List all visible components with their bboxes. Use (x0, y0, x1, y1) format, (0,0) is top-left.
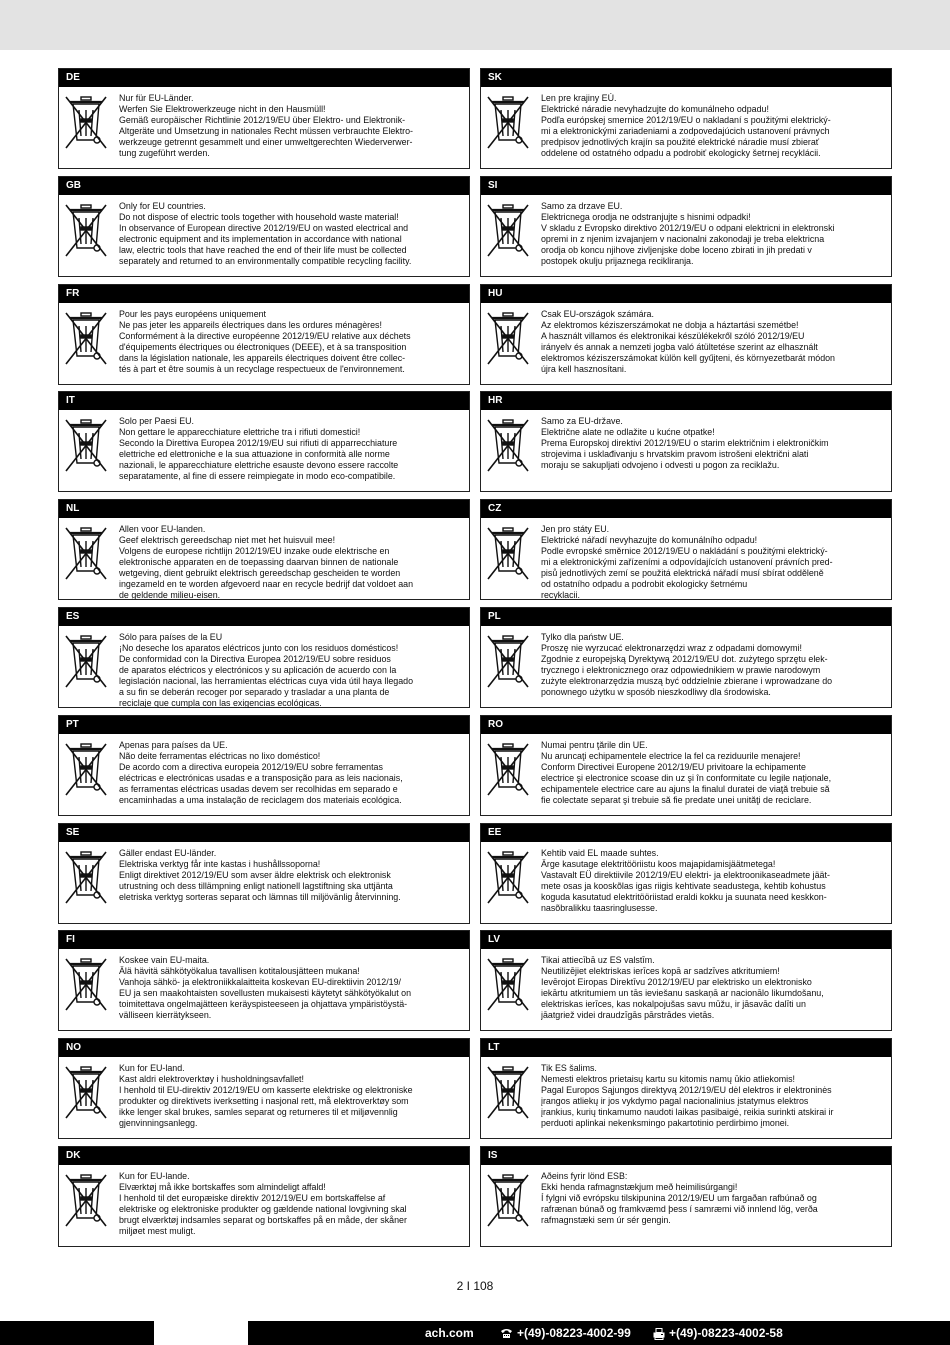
section-lv (480, 930, 892, 1031)
section-text (541, 201, 887, 267)
section-se (58, 823, 470, 924)
footer-logo-area (154, 1321, 248, 1345)
section-text (541, 93, 887, 159)
text-line: jāatgriež videi draudzīgās pārstrādes vietās. (541, 1010, 715, 1020)
text-line: de aparatos eléctricos y electrónicos y su aplicación de acuerdo con la (119, 665, 397, 675)
text-line: Koskee vain EU-maita. (119, 955, 210, 965)
text-line: pisů jednotlivých zemí se použitá elektrická nářadí musí sbírat odděleně (541, 568, 824, 578)
text-line: Prema Europskoj direktivi 2012/19/EU o starim električnim i elektroničkim (541, 438, 829, 448)
section-text (119, 416, 465, 482)
footer-phone-number[interactable]: +(49)-08223-4002-99 (517, 1326, 631, 1340)
section-sk (480, 68, 892, 169)
text-line: Secondo la Direttiva Europea 2012/19/EU sui rifiuti di apparrecchiature (119, 438, 398, 448)
section-text (541, 309, 887, 375)
section-ro (480, 715, 892, 816)
section-header: PL (481, 608, 891, 626)
text-line: as ferramentas eléctricas usadas devem ser recolhidas em separado e (119, 784, 398, 794)
text-line: Vastavalt EÜ direktiivile 2012/19/EU elektri- ja elektroonikaseadmete jäät- (541, 870, 830, 880)
text-line: Samo za drzave EU. (541, 201, 623, 211)
section-text (119, 1171, 465, 1237)
text-line: rafmagnstæki sem úr sér gengin. (541, 1215, 671, 1225)
text-line: iekārtu atkritumiem un tās ieviešanu saskaņā ar nacionālo likumdošanu, (541, 988, 824, 998)
section-ee (480, 823, 892, 924)
text-line: Älä hävitä sähkötyökalua tavallisen kotitalousjätteen mukana! (119, 966, 360, 976)
text-line: mi a elektronickými zariadeniami a zodpovedajúcich ustanovení právnych (541, 126, 830, 136)
text-line: orodja ob koncu njihove zivljenjske dobe loceno zbirati in jih predati v (541, 245, 812, 255)
text-line: Elværktøj må ikke bortskaffes som almindeligt affald! (119, 1182, 326, 1192)
section-text (541, 416, 887, 471)
text-line: Električne alate ne odlažite u kućne otpatke! (541, 427, 715, 437)
section-pl (480, 607, 892, 708)
text-line: de geldende milieu-eisen. (119, 590, 221, 600)
weee-bin-icon (485, 849, 531, 907)
text-line: I henhold til EU-direktiv 2012/19/EU om kasserte elektriske og elektroniske (119, 1085, 413, 1095)
section-text (541, 955, 887, 1021)
text-line: Tylko dla państw UE. (541, 632, 624, 642)
text-line: ¡No deseche los aparatos eléctricos junto con los residuos domésticos! (119, 643, 399, 653)
section-es (58, 607, 470, 708)
text-line: nasõbralikku taasringlusesse. (541, 903, 658, 913)
text-line: tés à part et être soumis à un recyclage respectueux de l'environnement. (119, 364, 405, 374)
section-text (119, 955, 465, 1021)
section-text (541, 524, 887, 600)
text-line: moraju se sakupljati odvojeno i odvesti u pogon za reciklažu. (541, 460, 780, 470)
text-line: law, electric tools that have reached the end of their life must be collected (119, 245, 407, 255)
text-line: Pour les pays européens uniquement (119, 309, 267, 319)
text-line: Kast aldri elektroverktøy i husholdningsavfallet! (119, 1074, 304, 1084)
text-line: Apenas para países da UE. (119, 740, 228, 750)
section-header: DE (59, 69, 469, 87)
section-dk (58, 1146, 470, 1247)
text-line: I henhold til det europæiske direktiv 2012/19/EU em bortskaffelse af (119, 1193, 386, 1203)
section-si (480, 176, 892, 277)
text-line: įrangos atliekų ir jos vykdymo pagal nacionalinius įstatymus elektros (541, 1096, 809, 1106)
text-line: Solo per Paesi EU. (119, 416, 194, 426)
text-line: postopek okulju prijaznega recikliranja. (541, 256, 694, 266)
text-line: nazionali, le apparecchiature elettriche esauste devono essere raccolte (119, 460, 399, 470)
section-text (541, 848, 887, 914)
text-line: elektronische apparaten en de toepassing daarvan binnen de nationale (119, 557, 399, 567)
footer-fax (653, 1321, 783, 1345)
text-line: Tik ES šalims. (541, 1063, 597, 1073)
text-line: Elektrické nářadí nevyhazujte do komunálního odpadu! (541, 535, 758, 545)
section-header: CZ (481, 500, 891, 518)
section-lt (480, 1038, 892, 1139)
text-line: Podle evropské směrnice 2012/19/EU o nakládání s použitými elektrický- (541, 546, 828, 556)
section-text (119, 1063, 465, 1129)
section-header: IS (481, 1147, 891, 1165)
text-line: perduoti aplinkai nekenksmingo pakartotinio perdirbimo įmonei. (541, 1118, 790, 1128)
section-header: HR (481, 392, 891, 410)
text-line: wetgeving, dient gebruikt elektrisch gereedschap gescheiden te worden (119, 568, 401, 578)
text-line: Gäller endast EU-länder. (119, 848, 217, 858)
section-text (119, 740, 465, 806)
text-line: Altgeräte und Umsetzung in nationales Recht müssen verbrauchte Elektro- (119, 126, 414, 136)
weee-bin-icon (485, 94, 531, 152)
text-line: eléctricas e electrónicas usadas e a transposição para as leis nacionais, (119, 773, 403, 783)
page-number: 2 I 108 (456, 1279, 494, 1293)
text-line: ingezameld en te worden afgevoerd naar en recycle bedrijf dat voldoet aan (119, 579, 414, 589)
section-header: HU (481, 285, 891, 303)
text-line: oddelene od ostatného odpadu a podrobiť ekologicky šetrnej recyklácii. (541, 148, 821, 158)
section-header: SE (59, 824, 469, 842)
text-line: Kehtib vaid EL maade suhtes. (541, 848, 659, 858)
section-header: FR (59, 285, 469, 303)
text-line: Allen voor EU-landen. (119, 524, 206, 534)
section-text (119, 632, 465, 708)
section-text (541, 1171, 887, 1226)
weee-bin-icon (63, 417, 109, 475)
section-fi (58, 930, 470, 1031)
text-line: elettriche ed elettroniche e la sua attuazione in conformità alle norme (119, 449, 390, 459)
section-header: EE (481, 824, 891, 842)
section-text (541, 740, 887, 806)
text-line: werkzeuge getrennt gesammelt und einer umweltgerechten Wiederverwer- (119, 137, 413, 147)
text-line: Volgens de europese richtlijn 2012/19/EU inzake oude elektrische en (119, 546, 390, 556)
text-line: separatamente, al fine di essere reimpiegate in modo eco-compatibile. (119, 471, 396, 481)
text-line: Nur für EU-Länder. (119, 93, 194, 103)
text-line: Aðeins fyrir lönd ESB: (541, 1171, 628, 1181)
section-header: ES (59, 608, 469, 626)
text-line: zużyte elektronarzędzia muszą być oddzielnie zbierane i wprowadzane do (541, 676, 833, 686)
text-line: A használt villamos és elektronikai készülékekről szóló 2012/19/EU (541, 331, 805, 341)
text-line: In observance of European directive 2012/19/EU on wasted electrical and (119, 223, 409, 233)
section-header: LT (481, 1039, 891, 1057)
footer-website[interactable]: ach.com (425, 1326, 474, 1340)
section-header: RO (481, 716, 891, 734)
text-line: De conformidad con la Directiva Europea 2012/19/EU sobre residuos (119, 654, 391, 664)
text-line: echipamentele electrice care au ajuns la finalul duratei de viaţă trebuie să (541, 784, 830, 794)
weee-bin-icon (485, 202, 531, 260)
text-line: Elektricnega orodja ne odstranjujte s hisnimi odpadki! (541, 212, 751, 222)
section-header: FI (59, 931, 469, 949)
text-line: Kun for EU-lande. (119, 1171, 190, 1181)
weee-bin-icon (63, 956, 109, 1014)
text-line: tung zugeführt werden. (119, 148, 210, 158)
text-line: Numai pentru ţările din UE. (541, 740, 648, 750)
text-line: legislación nacional, las herramientas eléctricas cuya vida útil haya llegado (119, 676, 414, 686)
text-line: ponownego użytku w sposób nieszkodliwy dla środowiska. (541, 687, 771, 697)
text-line: Elektrické náradie nevyhadzujte do komunálneho odpadu! (541, 104, 769, 114)
section-header: DK (59, 1147, 469, 1165)
text-line: Zgodnie z europejską Dyrektywą 2012/19/EU dot. zużytego sprzętu elek- (541, 654, 828, 664)
weee-bin-icon (63, 94, 109, 152)
text-line: välliseen kierrätykseen. (119, 1010, 212, 1020)
text-line: įrankius, kurių tinkamumo naudoti laikas pasibaigė, reikia surinkti atskirai ir (541, 1107, 834, 1117)
text-line: recyklacii. (541, 590, 580, 600)
text-line: irányelv és annak a nemzeti jogba való átültetése szerint az elhasznált (541, 342, 818, 352)
weee-bin-icon (485, 956, 531, 1014)
text-line: Az elektromos kéziszerszámokat ne dobja a háztartási szemétbe! (541, 320, 799, 330)
text-line: elektromos kéziszerszámokat külön kell gyűjteni, és környezetbarát módon (541, 353, 835, 363)
text-line: Sólo para países de la EU (119, 632, 223, 642)
text-line: utrustning och dess tillämpning enligt nationell lagstiftning ska uttjänta (119, 881, 393, 891)
text-line: Only for EU countries. (119, 201, 206, 211)
text-line: a su fin se deberán recoger por separado y trasladar a una planta de (119, 687, 390, 697)
section-gb (58, 176, 470, 277)
text-line: Ievērojot Eiropas Direktīvu 2012/19/EU par elektrisko un elektronisko (541, 977, 812, 987)
text-line: Ekki henda rafmagnstækjum með heimilisúrgangi! (541, 1182, 738, 1192)
text-line: Não deite ferramentas eléctricas no lixo doméstico! (119, 751, 321, 761)
section-text (119, 93, 465, 159)
section-text (119, 524, 465, 600)
footer-fax-number[interactable]: +(49)-08223-4002-58 (669, 1326, 783, 1340)
text-line: Samo za EU-države. (541, 416, 623, 426)
text-line: opremi in z njenim izvajanjem v nacionalni zakonodaji je treba elektricna (541, 234, 825, 244)
section-is (480, 1146, 892, 1247)
weee-bin-icon (485, 741, 531, 799)
text-line: Non gettare le apparecchiature elettriche tra i rifiuti domestici! (119, 427, 361, 437)
text-line: electronic equipment and its implementation in accordance with national (119, 234, 402, 244)
section-it (58, 391, 470, 492)
weee-bin-icon (63, 202, 109, 260)
section-header: SK (481, 69, 891, 87)
text-line: Neutilizējiet elektriskas ierīces kopā ar sadzīves atkritumiem! (541, 966, 780, 976)
weee-bin-icon (63, 1172, 109, 1230)
text-line: koguda kasutatud elektritööriistad eraldi kokku ja suunata need keskkon- (541, 892, 827, 902)
weee-bin-icon (63, 849, 109, 907)
top-band (0, 0, 950, 50)
text-line: toimitettava ongelmajätteen keräyspisteeseen ja ohjattava ympäristöystä- (119, 999, 408, 1009)
text-line: trycznego i elektronicznego oraz odpowiednikiem w prawie narodowym (541, 665, 821, 675)
text-line: Vanhoja sähkö- ja elektroniikkalaitteita koskevan EU-direktiivin 2012/19/ (119, 977, 402, 987)
text-line: Enligt direktivet 2012/19/EU som avser äldre elektrisk och elektronisk (119, 870, 391, 880)
section-text (541, 632, 887, 698)
text-line: brugt elværktøj indsamles separat og bortskaffes på en måde, der skåner (119, 1215, 407, 1225)
section-nl (58, 499, 470, 600)
phone-icon (500, 1328, 513, 1339)
weee-bin-icon (63, 525, 109, 583)
text-line: produkter og direktivets iverksetting i nasjonal rett, må elektroverktøy som (119, 1096, 409, 1106)
section-fr (58, 284, 470, 385)
text-line: reciclaje que cumpla con las exigencias ecológicas. (119, 698, 322, 708)
text-line: Nu aruncaţi echipamentele electrice la fel ca reziduurile menajere! (541, 751, 801, 761)
weee-bin-icon (485, 525, 531, 583)
fax-icon (653, 1328, 665, 1340)
text-line: újra kell hasznosítani. (541, 364, 627, 374)
weee-bin-icon (485, 417, 531, 475)
text-line: miljøet mest muligt. (119, 1226, 196, 1236)
text-line: Geef elektrisch gereedschap niet met het huisvuil mee! (119, 535, 336, 545)
text-line: strojevima i usklađivanju s hrvatskim pravom istrošeni električni alati (541, 449, 809, 459)
section-header: NL (59, 500, 469, 518)
weee-bin-icon (485, 310, 531, 368)
section-text (119, 309, 465, 375)
weee-bin-icon (63, 633, 109, 691)
section-header: SI (481, 177, 891, 195)
section-text (119, 201, 465, 267)
text-line: eletriska verktyg sorteras separat och lämnas till miljövänlig återvinning. (119, 892, 401, 902)
text-line: Proszę nie wyrzucać elektronarzędzi wraz z odpadami domowymi! (541, 643, 802, 653)
text-line: gjenvinningsanlegg. (119, 1118, 198, 1128)
text-line: V skladu z Evropsko direktivo 2012/19/EU o odpani elektricni in elektronski (541, 223, 835, 233)
text-line: d'équipements électriques ou électroniques (DEEE), et à sa transposition (119, 342, 407, 352)
text-line: separately and returned to an environmentally compatible recycling facility. (119, 256, 412, 266)
text-line: Tikai attiecībā uz ES valstīm. (541, 955, 655, 965)
section-header: NO (59, 1039, 469, 1057)
text-line: Do not dispose of electric tools together with household waste material! (119, 212, 399, 222)
weee-bin-icon (63, 741, 109, 799)
text-line: electrice şi electronice scoase din uz şi în conformitate cu legile naţionale, (541, 773, 832, 783)
text-line: Í fylgni við evrópsku tilskipunina 2012/19/EU um fargaðan rafbúnað og (541, 1193, 817, 1203)
text-line: Pagal Europos Sąjungos direktyvą 2012/19/EU dėl elektros ir elektroninės (541, 1085, 832, 1095)
weee-bin-icon (485, 1172, 531, 1230)
text-line: ikke lenger skal brukes, samles separat og returneres til et miljøvennlig (119, 1107, 398, 1117)
weee-bin-icon (485, 633, 531, 691)
section-header: IT (59, 392, 469, 410)
text-line: Ärge kasutage elektritööriistu koos majapidamisjäätmetega! (541, 859, 776, 869)
section-de (58, 68, 470, 169)
text-line: mete osas ja kooskõlas igas riigis kehtivate seadustega, kehtib kohustus (541, 881, 826, 891)
section-text (541, 1063, 887, 1129)
text-line: EU ja sen maakohtaisten sovellusten mukaisesti käytetyt sähkötyökalut on (119, 988, 412, 998)
text-line: Nemesti elektros prietaisų kartu su kitomis namų ūkio atliekomis! (541, 1074, 796, 1084)
section-hr (480, 391, 892, 492)
text-line: Csak EU-országok számára. (541, 309, 654, 319)
footer-phone (500, 1321, 631, 1345)
section-pt (58, 715, 470, 816)
text-line: Conformément à la directive européenne 2012/19/EU relative aux déchets (119, 331, 411, 341)
section-header: GB (59, 177, 469, 195)
text-line: rafrænan búnað og framkvæmd þess í samræmi við innlend lög, verða (541, 1204, 818, 1214)
text-line: mi a elektronickými zařízeními a odpovídajících ustanovení právních pred- (541, 557, 833, 567)
section-header: LV (481, 931, 891, 949)
section-cz (480, 499, 892, 600)
section-no (58, 1038, 470, 1139)
text-line: Len pre krajiny EÚ. (541, 93, 617, 103)
section-text (119, 848, 465, 903)
weee-bin-icon (485, 1064, 531, 1122)
text-line: dans la législation nationale, les appareils électriques doivent être collec- (119, 353, 406, 363)
text-line: Jen pro státy EU. (541, 524, 610, 534)
weee-bin-icon (63, 310, 109, 368)
text-line: od ostatního odpadu a podrobit ekologicky šetrnému (541, 579, 748, 589)
text-line: elektriskas ierīces, kas nokalpojušas savu mūžu, ir jāsavāc dalīti un (541, 999, 806, 1009)
text-line: Podľa európskej smernice 2012/19/EU o nakladaní s použitými elektrický- (541, 115, 831, 125)
text-line: encaminhadas a uma instalação de reciclagem dos materiais ecológica. (119, 795, 402, 805)
section-header: PT (59, 716, 469, 734)
text-line: Conform Directivei Europene 2012/19/EU privitoare la echipamente (541, 762, 806, 772)
text-line: Gemäß europäischer Richtlinie 2012/19/EU über Elektro- und Elektronik- (119, 115, 406, 125)
section-hu (480, 284, 892, 385)
text-line: Kun for EU-land. (119, 1063, 185, 1073)
text-line: Elektriska verktyg får inte kastas i hushållssoporna! (119, 859, 321, 869)
footer-bar (0, 1321, 950, 1345)
text-line: predpisov jednotlivých krajín sa použité elektrické náradie musí zbierať (541, 137, 820, 147)
text-line: Ne pas jeter les appareils électriques dans les ordures ménagères! (119, 320, 382, 330)
text-line: fie colectate separat şi trebuie să fie predate unei unităţi de reciclare. (541, 795, 812, 805)
text-line: De acordo com a directiva europeia 2012/19/EU sobre ferramentas (119, 762, 383, 772)
weee-bin-icon (63, 1064, 109, 1122)
text-line: elektriske og elektroniske produkter og gældende national lovgivning skal (119, 1204, 407, 1214)
text-line: Werfen Sie Elektrowerkzeuge nicht in den Hausmüll! (119, 104, 326, 114)
